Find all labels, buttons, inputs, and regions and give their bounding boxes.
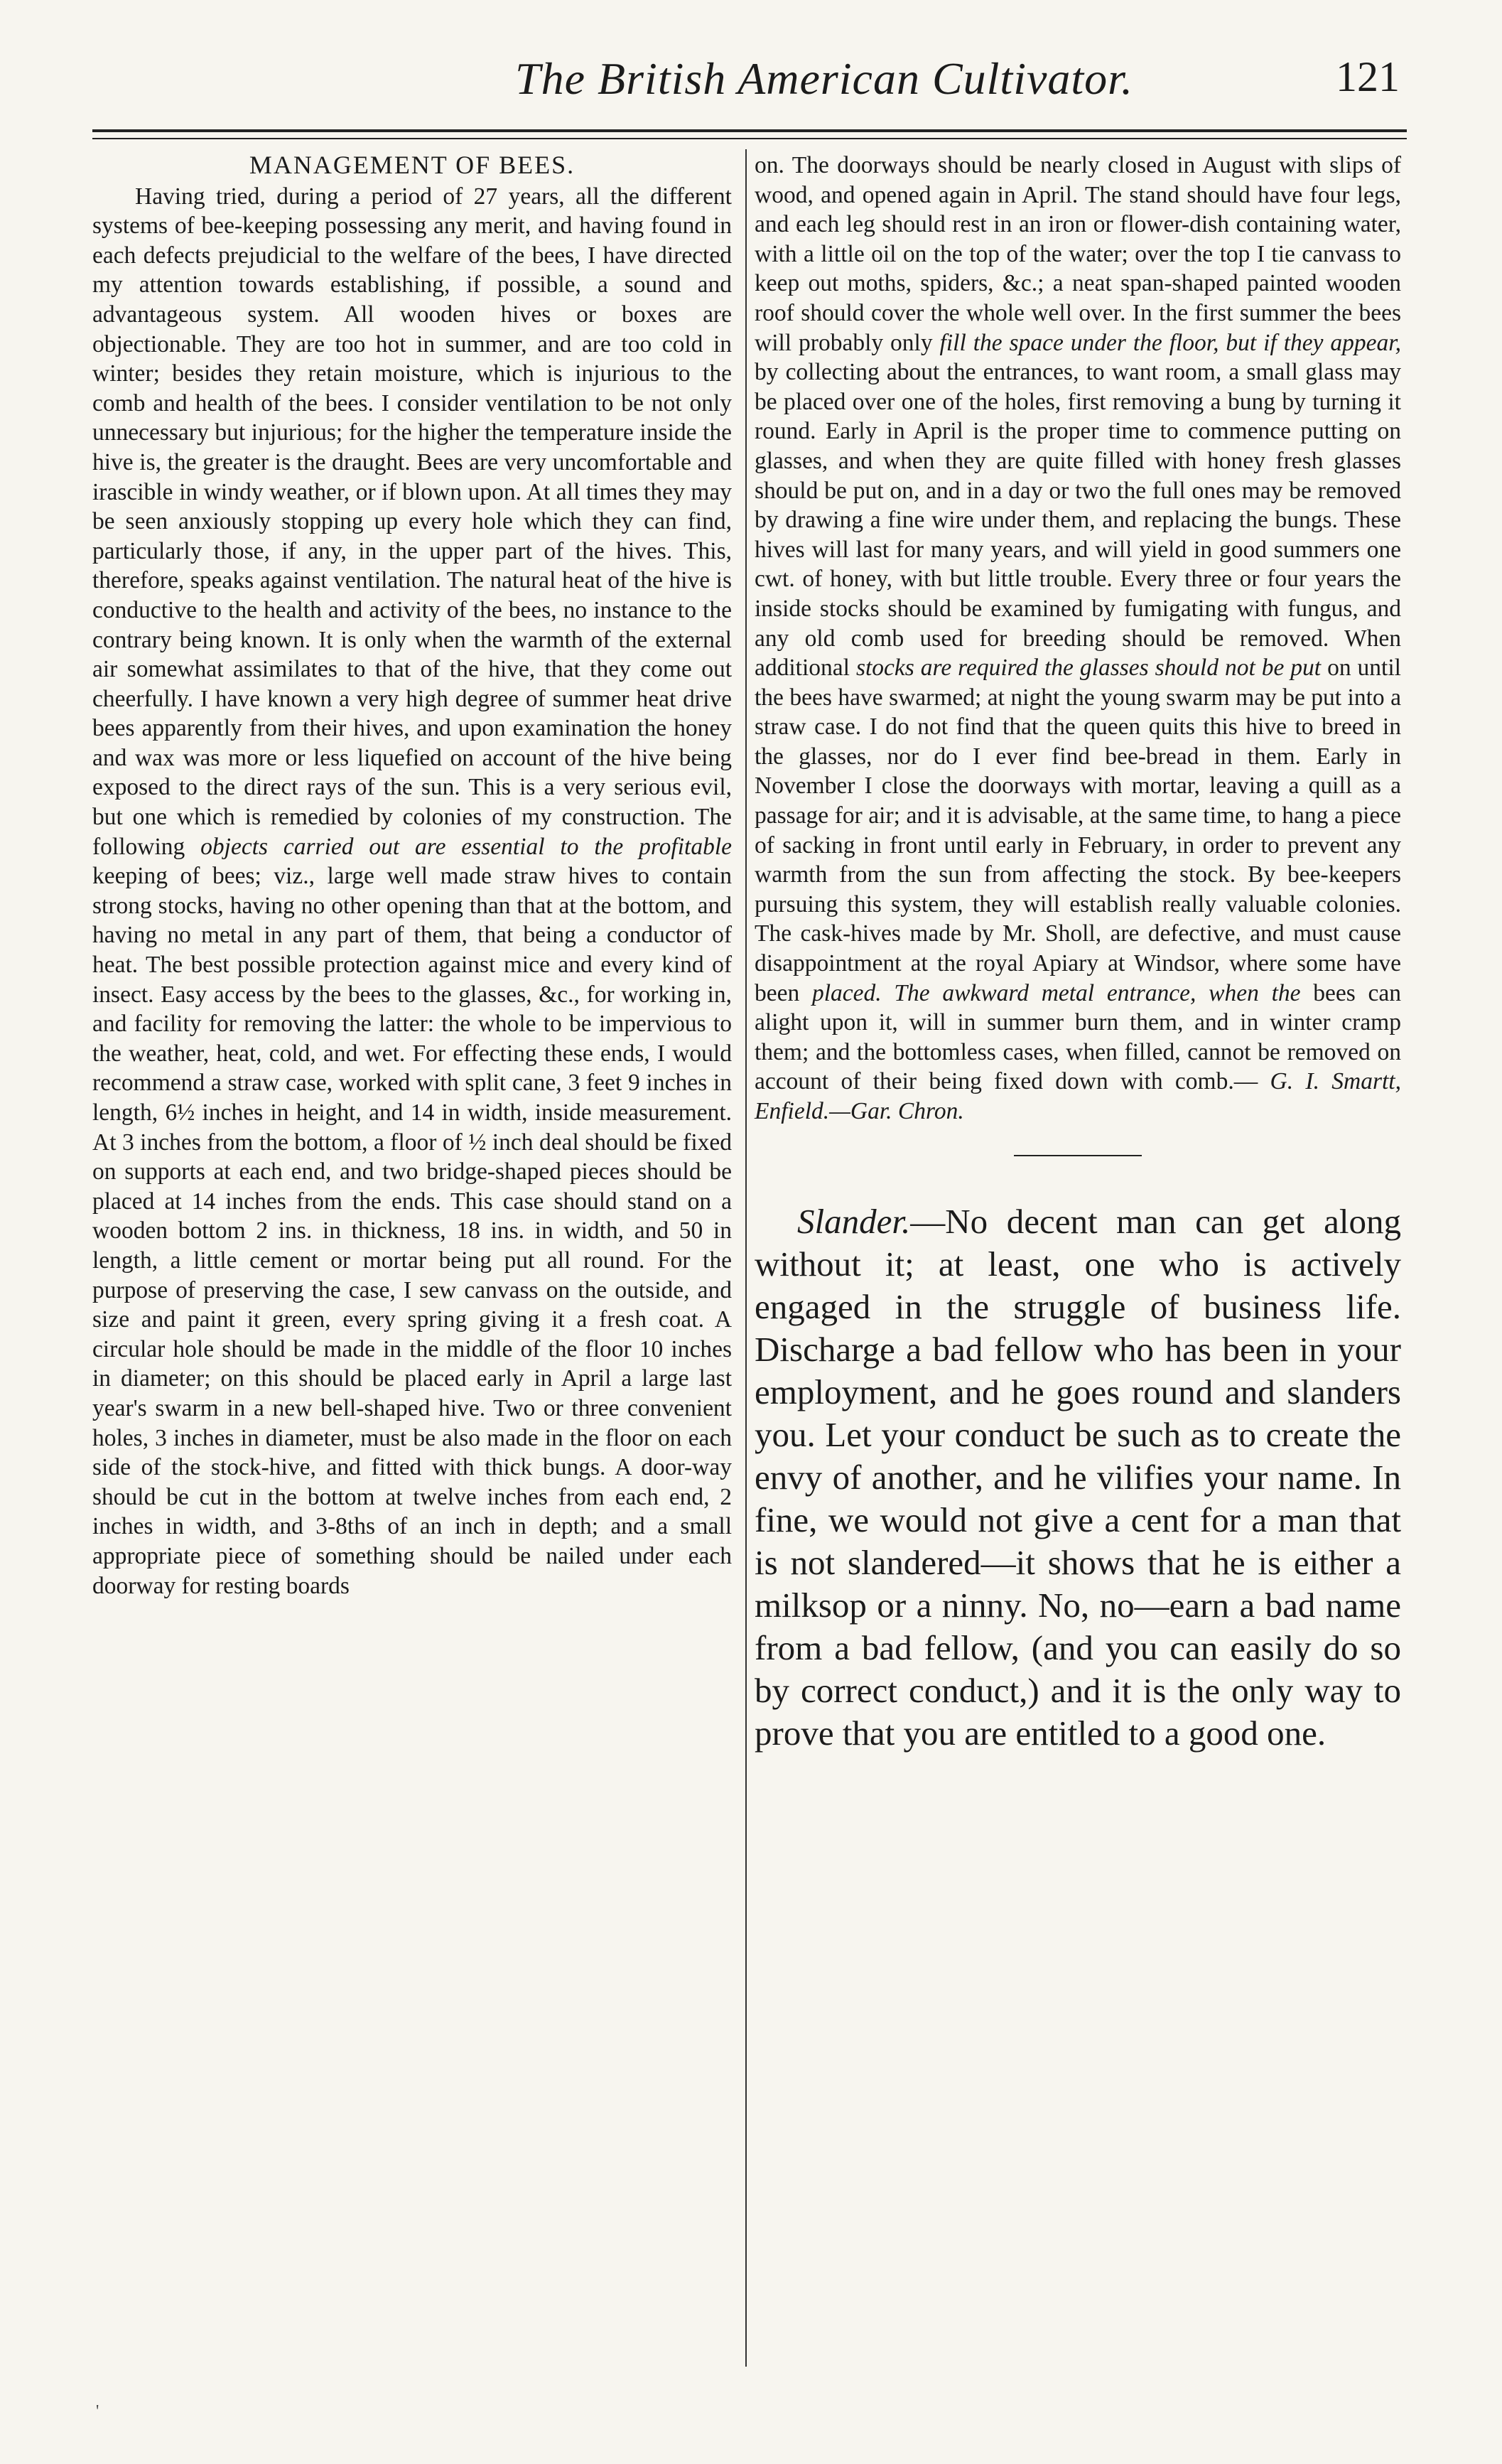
bees-article-continued bbox=[755, 151, 1401, 1126]
slander-article bbox=[755, 1200, 1401, 1755]
bees-text-italic: objects carried out are essential to the profitable bbox=[200, 833, 732, 860]
bees-text-segment: bees can alight upon it, will in summer burn them, and in winter cramp them; and the bottomless cases, when filled, cannot be removed on account of their being fixed down with comb.— bbox=[755, 979, 1402, 1095]
bees-article-signature: G. I. Smartt, Enfield.—Gar. Chron. bbox=[755, 1068, 1401, 1124]
bees-text-segment: on. The doorways should be nearly closed in August with slips of wood, and opened again in April. The stand should have four legs, and each leg should rest in an iron or flower-dish containing water, with a little oil on the top of the water; over the top I tie canvass to keep out moths, spiders, &c.; a neat span-shaped painted wooden roof should cover the whole well over. In the first summer the bees will probably only bbox=[755, 152, 1401, 356]
bees-text-italic: placed. The awkward metal entrance, when the bbox=[811, 979, 1301, 1006]
page-number: 121 bbox=[1336, 53, 1400, 100]
article-separator bbox=[1014, 1155, 1142, 1156]
journal-title: The British American Cultivator. bbox=[515, 53, 1133, 104]
bees-text-segment: on until the bees have swarmed; at night the young swarm may be put into a straw case. I do not find that the queen quits this hive to breed in the glasses, nor do I ever find bee-bread in them. Early in November I close the doorways with mortar, leaving a quill as a passage for air; and it is advisable, at the same time, to hang a piece of sacking in front until early in February, in order to prevent any warmth from the sun from affecting the stock. By bee-keepers pursuing this system, they will establish really valuable colonies. The cask-hives made by Mr. Sholl, are defective, and must cause disappointment at the royal Apiary at Windsor, where some have been bbox=[755, 655, 1401, 1006]
page-header bbox=[92, 50, 1400, 121]
header-rule-thick bbox=[92, 129, 1407, 132]
left-column bbox=[92, 151, 732, 1600]
page-mark: ' bbox=[96, 2402, 99, 2421]
bees-article-paragraph bbox=[92, 182, 732, 1601]
bees-text-segment: Having tried, during a period of 27 years, all the different systems of bee-keeping possessing any merit, and having found in each defects prejudicial to the welfare of the bees, I have directed my attention towards establishing, if possible, a sound and advantageous system. All wooden hives or boxes are objectionable. They are too hot in summer, and are too cold in winter; besides they retain moisture, which is injurious to the comb and health of the bees. I consider ventilation to be not only unnecessary but injurious; for the higher the temperature inside the hive is, the greater is the draught. Bees are very uncomfortable and irascible in windy weather, or if blown upon. At all times they may be seen anxiously stopping up every hole which they can find, particularly those, if any, in the upper part of the hives. This, therefore, speaks against ventilation. The natural heat of the hive is conductive to the health and activity of the bees, no instance to the contrary being known. It is only when the warmth of the external air somewhat assimilates to that of the hive, that they come out cheerfully. I have known a very high degree of summer heat drive bees apparently from their hives, and upon examination the honey and wax was more or less liquefied on account of the hive being exposed to the direct rays of the sun. This is a very serious evil, but one which is remedied by colonies of my construction. The following bbox=[92, 183, 732, 860]
slander-title: Slander. bbox=[797, 1201, 911, 1241]
slander-body: —No decent man can get along without it; at least, one who is actively engaged in the struggle of business life. Discharge a bad fellow who has been in your employment, and he goes round and slanders you. Let your conduct be such as to create the envy of another, and he vilifies your name. In fine, we would not give a cent for a man that is not slandered—it shows that he is either a milksop or a ninny. No, no—earn a bad name from a bad fellow, (and you can easily do so by correct conduct,) and it is the only way to prove that you are entitled to a good one. bbox=[755, 1201, 1401, 1753]
bees-text-italic: stocks are required the glasses should not be put bbox=[855, 655, 1322, 682]
column-divider bbox=[745, 149, 747, 2367]
bees-text-segment: by collecting about the entrances, to want room, a small glass may be placed over one of the holes, first removing a bung by turning it round. Early in April is the proper time to commence putting on glasses, and when they are quite filled with honey fresh glasses should be put on, and in a day or two the full ones may be removed by drawing a fine wire under them, and replacing the bungs. These hives will last for many years, and will yield in good summers one cwt. of honey, with but little trouble. Every three or four years the inside stocks should be examined by fumigating with fungus, and any old comb used for breeding should be removed. When additional bbox=[755, 359, 1401, 682]
bees-article-title: MANAGEMENT OF BEES. bbox=[249, 151, 576, 179]
right-column bbox=[755, 151, 1401, 1755]
bees-text-italic: fill the space under the floor, but if they appear, bbox=[939, 329, 1401, 356]
header-rule-thin bbox=[92, 138, 1407, 139]
bees-text-segment: keeping of bees; viz., large well made straw hives to contain strong stocks, having no other opening than that at the bottom, and having no metal in any part of them, that being a conductor of heat. The best possible protection against mice and every kind of insect. Easy access by the bees to the glasses, &c., for working in, and facility for removing the latter: the whole to be impervious to the weather, heat, cold, and wet. For effecting these ends, I would recommend a straw case, worked with split cane, 3 feet 9 inches in length, 6½ inches in height, and 14 in width, inside measurement. At 3 inches from the bottom, a floor of ½ inch deal should be fixed on supports at each end, and two bridge-shaped pieces should be placed at 14 inches from the ends. This case should stand on a wooden bottom 2 ins. in thickness, 18 ins. in width, and 50 in length, a little cement or mortar being put all round. For the purpose of preserving the case, I sew canvass on the outside, and size and paint it green, every spring giving it a fresh coat. A circular hole should be made in the middle of the floor 10 inches in diameter; on this should be placed early in April a large last year's swarm in a new bell-shaped hive. Two or three convenient holes, 3 inches in diameter, must be also made in the floor on each side of the stock-hive, and fitted with thick bungs. A door-way should be cut in the bottom at twelve inches from each end, 2 inches in width, and 3-8ths of an inch in depth; and a small appropriate piece of something should be nailed under each doorway for resting boards bbox=[92, 863, 732, 1599]
